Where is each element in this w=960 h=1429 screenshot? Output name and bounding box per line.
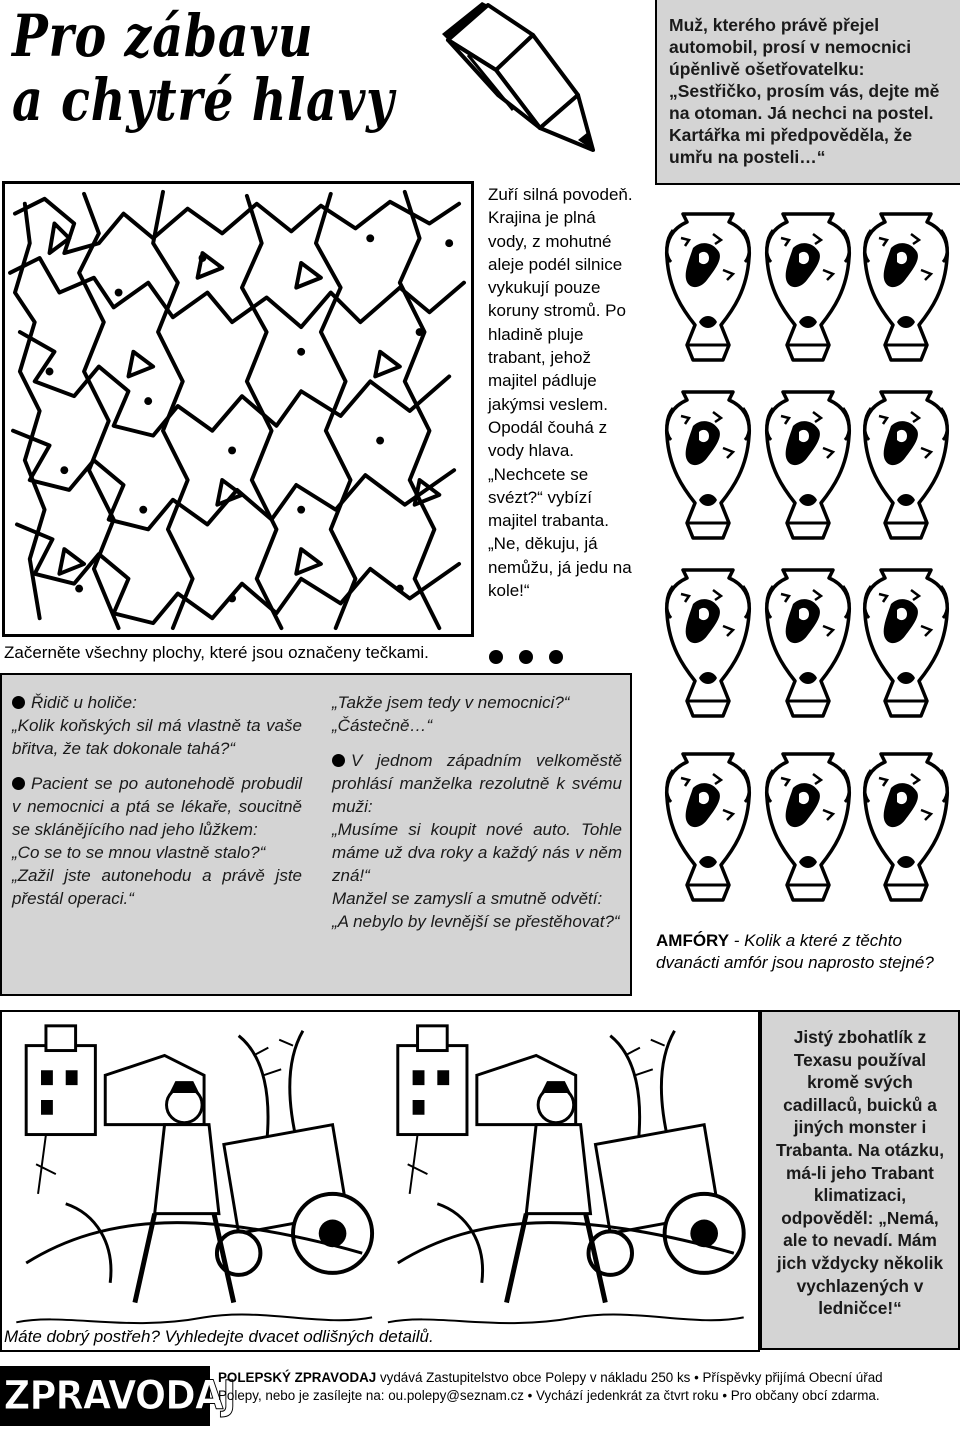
page-title [12,2,395,134]
joke-patient-question: „Co se to se mnou vlastně stalo?“ [12,843,266,862]
bullet-icon [332,754,345,767]
amphora-question [656,930,956,974]
title-line-2: a chytré hlavy [12,66,395,134]
spot-the-difference-puzzle [0,1010,760,1352]
joke-flood [488,183,638,602]
title-line-1: Pro zábavu [12,2,314,70]
joke-flood-text: Zuří silná povodeň. Krajina je plná vody, z mohutné aleje podél silnice vykukují pouze koruny stromů. Po hladině pluje trabant, jehož majitel pádluje jakýmsi veslem. Opodál čouhá z vody hlava. „Nechcete se svézt?“ vybízí majitel trabanta. „Ne, děkuju, já nemůžu, já jedu na kole!“ [488,185,633,601]
bullet-icon [12,696,25,709]
jokes-column-left [12,691,302,922]
spot-difference-caption: Máte dobrý postřeh? Vyhledejte dvacet odlišných detailů. [4,1327,434,1346]
footer-publisher: POLEPSKÝ ZPRAVODAJ [218,1370,377,1385]
bullet-icon [12,777,25,790]
joke-texas-text: Jistý zbohatlík z Texasu používal kromě svých cadillaců, buicků a jiných monster i Trabanta. Na otázku, má-li jeho Trabant klimatizaci, odpověděl: „Nemá, ale to nevadí. Mám jich vždycky několik vychlazených v ledničce!“ [775,1027,945,1319]
joke-car-intro: V jednom západním velkoměstě prohlásí manželka rezolutně k svému muži: [332,751,622,816]
joke-barber-body: „Kolik koňských sil má vlastně ta vaše břitva, že tak dokonale tahá?“ [12,716,302,758]
joke-car-mid: Manžel se zamyslí a smutně odvětí: [332,889,603,908]
joke-otoman-text: Muž, kterého právě přejel automobil, prosí v nemocnici úpěnlivě ošetřovatelku: „Sestřičko, prosím vás, dejte mě na otoman. Já nechci na postel. Kartářka mi předpověděla, že umřu na posteli…“ [669,15,940,167]
jokes-column-right [332,691,622,945]
footer-imprint [218,1369,960,1405]
joke-barber-head: Řidič u holiče: [31,693,137,712]
maze-puzzle [2,181,474,637]
joke-car-answer: „A nebylo by levnější se přestěhovat?“ [332,912,620,931]
joke-box-otoman [655,0,960,185]
joke-patient-intro: Pacient se po autonehodě probudil v nemocnici a ptá se lékaře, soucitně se sklánějícího nad jeho lůžkem: [12,774,302,839]
zpravodaj-logo [0,1366,236,1426]
separator-dots [488,646,568,668]
amphora-question-text: - Kolik a které z těchto dvanácti amfór jsou naprosto stejné? [656,931,934,972]
logo-text: ZPRAVODAJ [3,1373,236,1419]
pencil-icon [428,0,608,160]
joke-patient-question-2: „Takže jsem tedy v nemocnici?“ [332,693,570,712]
amphora-label: AMFÓRY [656,931,730,950]
joke-car-question: „Musíme si koupit nové auto. Tohle máme už dva roky a každý nás v něm zná!“ [332,820,622,885]
joke-patient-answer: „Zažil jste autonehodu a právě jste přestál operaci.“ [12,866,302,908]
amphora-puzzle [659,210,959,915]
joke-box-texas [760,1010,960,1350]
maze-caption: Začerněte všechny plochy, které jsou označeny tečkami. [4,643,429,662]
footer-line-2: Polepy, nebo je zasílejte na: ou.polepy@seznam.cz • Vychází jedenkrát za čtvrt roku • Pro občany obcí zdarma. [218,1388,880,1403]
jokes-box [0,673,632,996]
joke-patient-answer-2: „Částečně…“ [332,716,433,735]
footer-line-1: vydává Zastupitelstvo obce Polepy v nákladu 250 ks • Příspěvky přijímá Obecní úřad [376,1370,883,1385]
